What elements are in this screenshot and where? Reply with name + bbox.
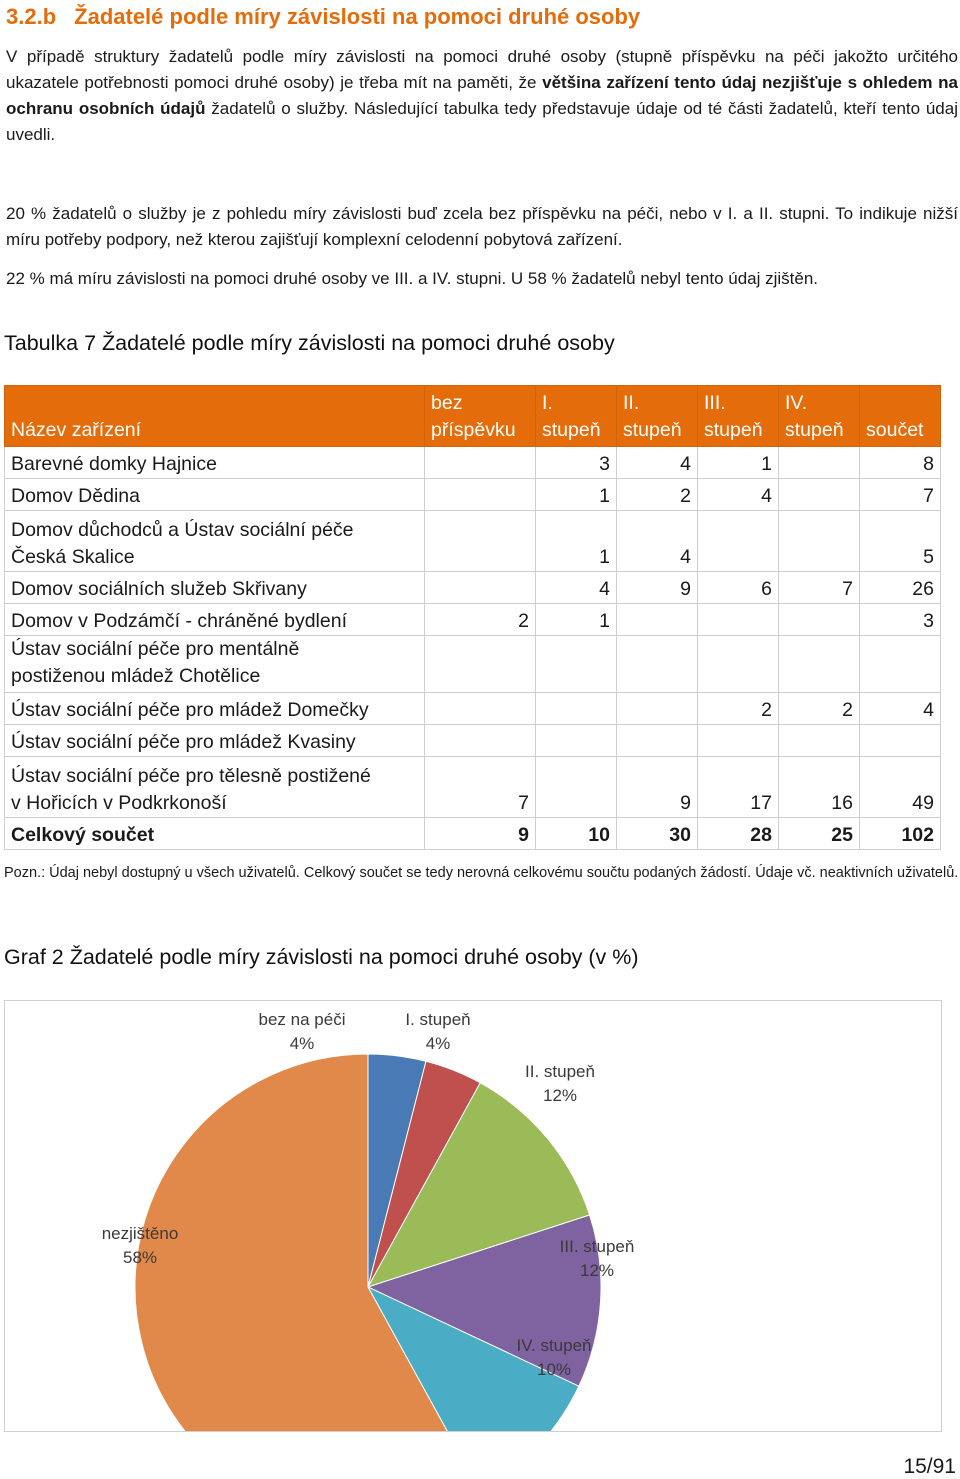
- table-row: Barevné domky Hajnice 3 4 1 8: [5, 447, 941, 479]
- table-row: Ústav sociální péče pro tělesně postižené v Hořicích v Podkrkonoší 7 9 17 16 49: [5, 757, 941, 818]
- chart-caption: Graf 2 Žadatelé podle míry závislosti na pomoci druhé osoby (v %): [4, 945, 639, 969]
- section-title: Žadatelé podle míry závislosti na pomoci druhé osoby: [74, 4, 641, 29]
- table-caption: Tabulka 7 Žadatelé podle míry závislosti na pomoci druhé osoby: [4, 331, 615, 355]
- pie-label-2: I. stupeň: [405, 1010, 471, 1029]
- header-s2: II. stupeň: [617, 386, 698, 447]
- pie-value-label-3: 12%: [542, 1086, 578, 1105]
- pie-label-4: III. stupeň: [559, 1237, 635, 1256]
- header-sum: součet: [860, 386, 941, 447]
- table-row: Domov důchodců a Ústav sociální péče Česká Skalice 1 4 5: [5, 511, 941, 572]
- row-name: Domov Dědina: [5, 479, 425, 511]
- row-name: Ústav sociální péče pro tělesně postižené v Hořicích v Podkrkonoší: [5, 757, 425, 818]
- row-name: Domov důchodců a Ústav sociální péče Česká Skalice: [5, 511, 425, 572]
- row-name: Domov sociálních služeb Skřivany: [5, 572, 425, 604]
- table-note: Pozn.: Údaj nebyl dostupný u všech uživatelů. Celkový součet se tedy nerovná celkovému součtu podaných žádostí. Údaje vč. neaktivních uživatelů.: [4, 865, 959, 881]
- applicants-table: [4, 385, 941, 850]
- row-name: Ústav sociální péče pro mládež Kvasiny: [5, 725, 425, 757]
- row-name: Domov v Podzámčí - chráněné bydlení: [5, 604, 425, 636]
- pie-chart: [5, 1001, 941, 1431]
- header-s3: III. stupeň: [698, 386, 779, 447]
- intro-paragraph-3: 22 % má míru závislosti na pomoci druhé osoby ve III. a IV. stupni. U 58 % žadatelů nebyl tento údaj zjištěn.: [6, 269, 819, 288]
- page-number: 15/91: [903, 1455, 956, 1478]
- header-s1: I. stupeň: [536, 386, 617, 447]
- section-number: 3.2.b: [6, 4, 57, 29]
- total-label: Celkový součet: [5, 818, 425, 850]
- table-header-row: [5, 386, 941, 447]
- table-total-row: Celkový součet 9 10 30 28 25 102: [5, 818, 941, 850]
- intro-text-bold: většina zařízení tento údaj nezjišťuje s ohledem na ochranu osobních údajů: [6, 73, 958, 118]
- table-row: Domov sociálních služeb Skřivany 4 9 6 7 26: [5, 572, 941, 604]
- pie-value-label-4: 12%: [579, 1261, 615, 1280]
- intro-paragraph-1: [6, 44, 958, 148]
- pie-value-label-6: 58%: [122, 1248, 158, 1267]
- table-row: Ústav sociální péče pro mládež Domečky 2 2 4: [5, 693, 941, 725]
- pie-value-label-1: 4%: [289, 1034, 315, 1053]
- pie-label-6: nezjištěno: [101, 1224, 179, 1243]
- row-name: Ústav sociální péče pro mentálně postiženou mládež Chotělice: [5, 636, 425, 693]
- pie-value-label-5: 10%: [536, 1360, 572, 1379]
- table-row: [5, 636, 941, 693]
- header-name: Název zařízení: [5, 386, 425, 447]
- intro-text-b: žadatelů o služby. Následující tabulka tedy představuje údaje od té části žadatelů, kteří tento údaj uvedli.: [6, 99, 958, 144]
- pie-label-5: IV. stupeň: [516, 1336, 592, 1355]
- pie-label-3: II. stupeň: [525, 1062, 595, 1081]
- table-row: [5, 725, 941, 757]
- table-row: Domov Dědina 1 2 4 7: [5, 479, 941, 511]
- table-row: Domov v Podzámčí - chráněné bydlení 2 1 3: [5, 604, 941, 636]
- pie-chart-frame: [4, 1000, 942, 1432]
- row-name: Barevné domky Hajnice: [5, 447, 425, 479]
- intro-text-a: V případě struktury žadatelů podle míry závislosti na pomoci druhé osoby (stupně příspěvku na péči jakožto určitého ukazatele potřebnosti pomoci druhé osoby) je třeba mít na paměti, že: [6, 47, 958, 92]
- intro-paragraph-2: 20 % žadatelů o služby je z pohledu míry závislosti buď zcela bez příspěvku na péči, nebo v I. a II. stupni. To indikuje nižší míru potřeby podpory, než kterou zajišťují komplexní celodenní pobytová zařízení.: [6, 204, 958, 249]
- row-name: Ústav sociální péče pro mládež Domečky: [5, 693, 425, 725]
- header-bez: bez příspěvku: [425, 386, 536, 447]
- pie-value-label-2: 4%: [425, 1034, 451, 1053]
- section-heading: [6, 4, 640, 30]
- pie-label-1: bez na péči: [258, 1010, 346, 1029]
- header-s4: IV. stupeň: [779, 386, 860, 447]
